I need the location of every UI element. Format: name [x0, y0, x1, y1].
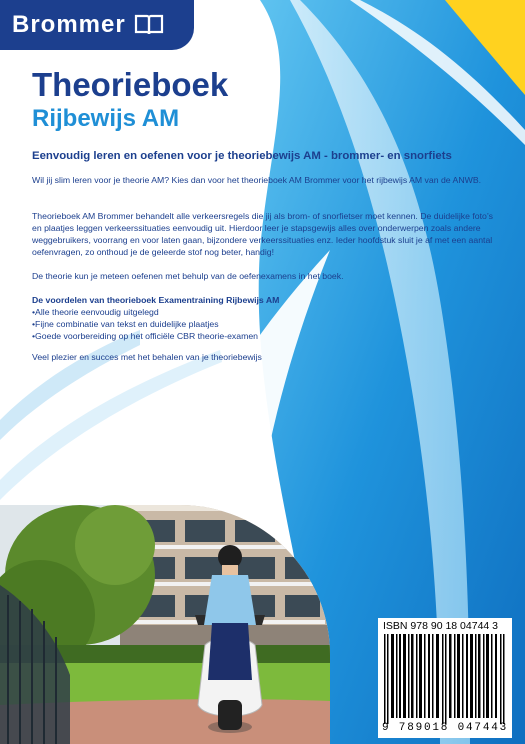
open-book-icon: [134, 13, 164, 37]
practice-paragraph: De theorie kun je meteen oefenen met behulp van de oefenexamens in het boek.: [32, 271, 344, 281]
benefits-list: [32, 306, 502, 342]
lead-text: Eenvoudig leren en oefenen voor je theoriebewijs AM - brommer- en snorfiets: [32, 150, 452, 162]
benefit-item: • Alle theorie eenvoudig uitgelegd: [32, 306, 502, 318]
benefits-title: De voordelen van theorieboek Examentraining Rijbewijs AM: [32, 295, 280, 305]
description-paragraph: Theorieboek AM Brommer behandelt alle verkeersregels die jij als brom- of snorfietser moet kennen. De duidelijke foto’s en plaatjes leggen verkeerssituaties eenvoudig uit. Hierdoor leer je stapsgewijs alles over onderwerpen zoals andere weggebruikers, voorrang en voor laten gaan, bijzondere verkeerssituaties enz. Ieder hoofdstuk sluit je af met een aantal oefenvragen, zo onthoud je de geleerde stof nog beter, handig!: [32, 211, 493, 257]
ean-digits: 9 789018 047443: [382, 722, 509, 734]
isbn-barcode: [378, 618, 512, 738]
brand-tab: [0, 0, 194, 50]
benefit-item: • Goede voorbereiding op het officiële CBR theorie-examen: [32, 330, 502, 342]
benefits-section: [32, 294, 502, 342]
intro-paragraph: Wil jij slim leren voor je theorie AM? Kies dan voor het theorieboek AM Brommer voor het rijbewijs AM van de ANWB.: [32, 175, 482, 185]
closing-text: Veel plezier en succes met het behalen van je theoriebewijs: [32, 352, 262, 362]
isbn-label: ISBN 978 90 18 04744 3: [383, 620, 499, 632]
barcode-bars: [382, 634, 508, 724]
book-title: Theorieboek: [32, 66, 229, 103]
benefit-item: • Fijne combinatie van tekst en duidelijke plaatjes: [32, 318, 502, 330]
brand-label: Brommer: [12, 11, 126, 38]
book-subtitle: Rijbewijs AM: [32, 105, 180, 132]
